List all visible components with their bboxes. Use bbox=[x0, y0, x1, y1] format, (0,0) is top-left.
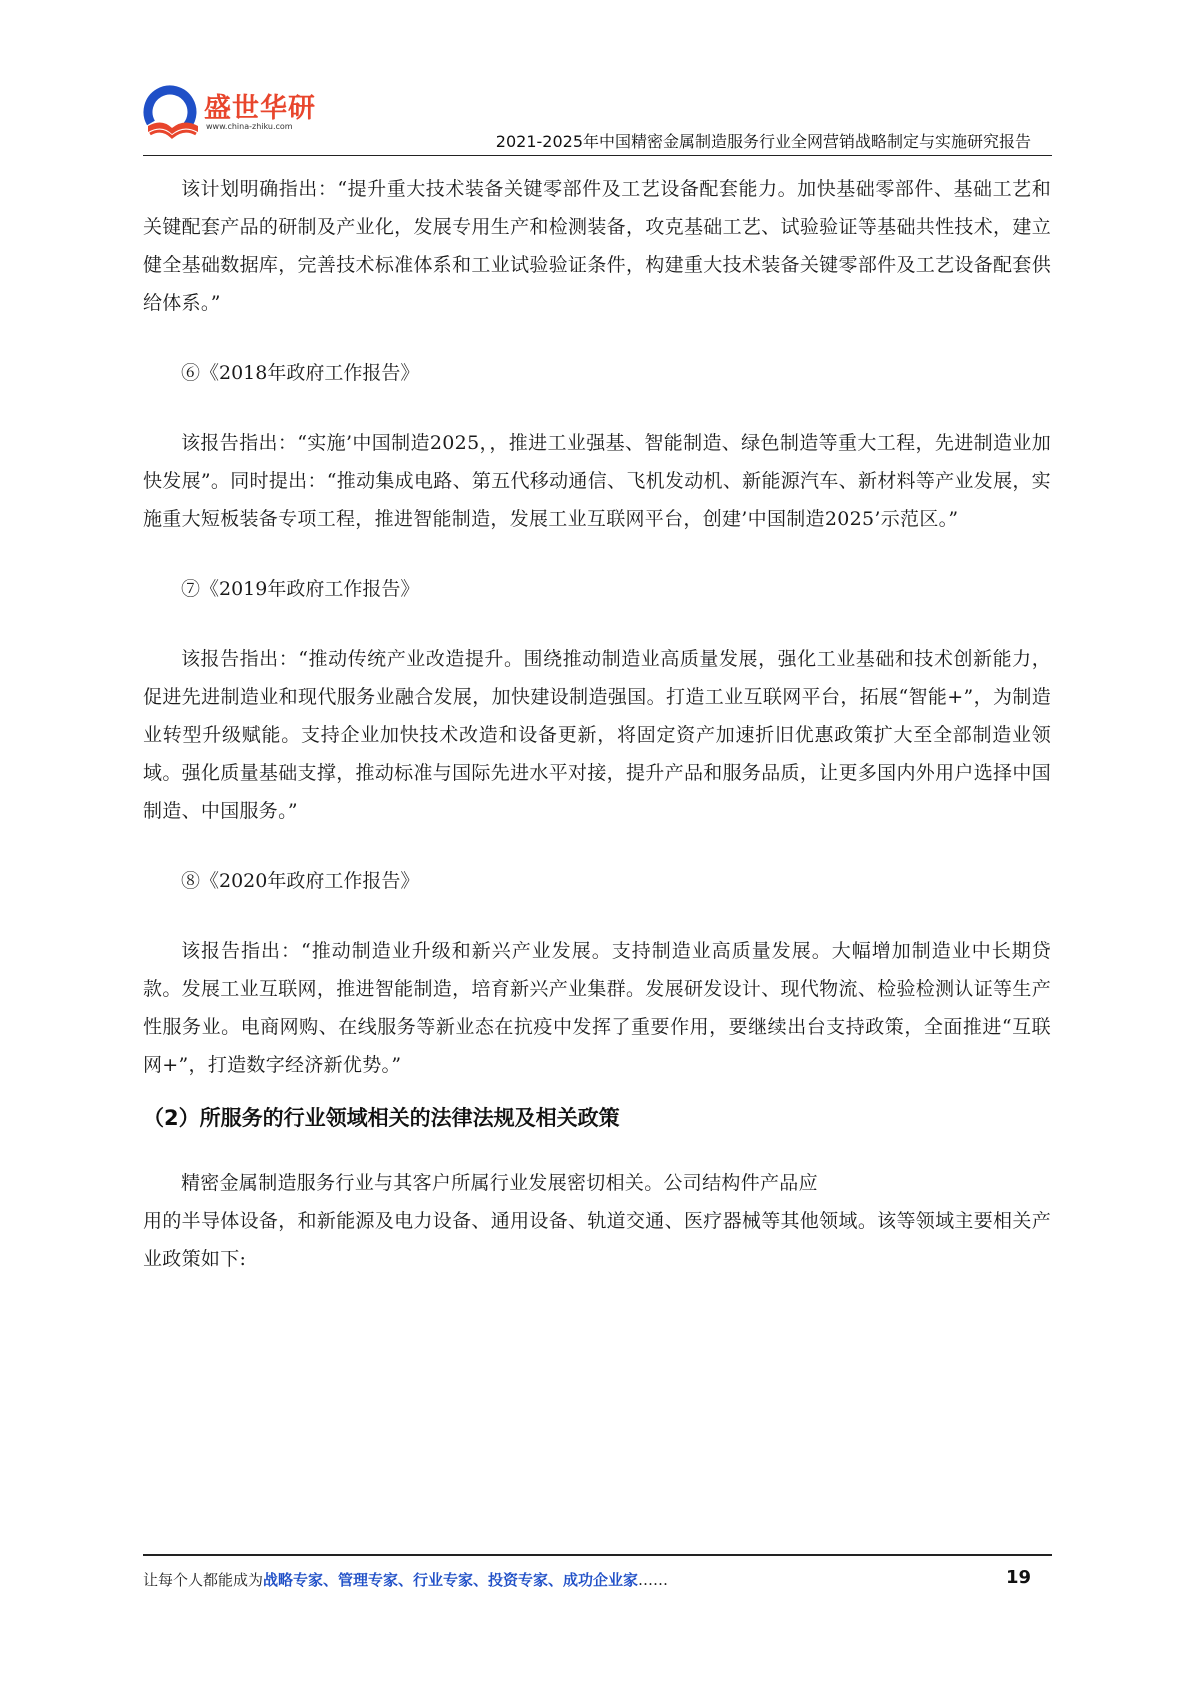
footer-slogan bbox=[143, 1569, 668, 1590]
subheading-2019-report: ⑦《2019年政府工作报告》 bbox=[181, 578, 420, 600]
footer-slogan-suffix: …… bbox=[638, 1571, 669, 1589]
subheading-2018-report: ⑥《2018年政府工作报告》 bbox=[181, 362, 420, 384]
page-header bbox=[0, 0, 1191, 160]
page-number: 19 bbox=[1005, 1567, 1031, 1588]
section-heading-industry-policies: （2）所服务的行业领域相关的法律法规及相关政策 bbox=[143, 1106, 620, 1130]
paragraph-2020-report: 该报告指出：“推动制造业升级和新兴产业发展。支持制造业高质量发展。大幅增加制造业中长期贷款。发展工业互联网，推进智能制造，培育新兴产业集群。发展研发设计、现代物流、检验检测认证等生产性服务业。电商网购、在线服务等新业态在抗疫中发挥了重要作用，要继续出台支持政策，全面推进“互联网+”，打造数字经济新优势。” bbox=[143, 940, 1051, 1076]
subheading-2020-report: ⑧《2020年政府工作报告》 bbox=[181, 870, 420, 892]
header-divider bbox=[143, 155, 1052, 156]
logo-url: www.china-zhiku.com bbox=[206, 122, 293, 131]
company-logo bbox=[140, 82, 316, 146]
logo-book-icon bbox=[140, 82, 204, 146]
footer-divider bbox=[143, 1554, 1052, 1556]
paragraph-2019-report: 该报告指出：“推动传统产业改造提升。围绕推动制造业高质量发展，强化工业基础和技术创新能力，促进先进制造业和现代服务业融合发展，加快建设制造强国。打造工业互联网平台，拓展“智能+”，为制造业转型升级赋能。支持企业加快技术改造和设备更新，将固定资产加速折旧优惠政策扩大至全部制造业领域。强化质量基础支撑，推动标准与国际先进水平对接，提升产品和服务品质，让更多国内外用户选择中国制造、中国服务。” bbox=[143, 648, 1051, 822]
paragraph-plan-quote: 该计划明确指出：“提升重大技术装备关键零部件及工艺设备配套能力。加快基础零部件、基础工艺和关键配套产品的研制及产业化，发展专用生产和检测装备，攻克基础工艺、试验验证等基础共性技术，建立健全基础数据库，完善技术标准体系和工业试验验证条件，构建重大技术装备关键零部件及工艺设备配套供给体系。” bbox=[143, 178, 1051, 314]
logo-text: 盛世华研 bbox=[204, 93, 316, 124]
page-content bbox=[143, 170, 1051, 1278]
paragraph-industry-intro-line1: 精密金属制造服务行业与其客户所属行业发展密切相关。公司结构件产品应 bbox=[181, 1172, 818, 1194]
paragraph-2018-report: 该报告指出：“实施’中国制造2025，，推进工业强基、智能制造、绿色制造等重大工程，先进制造业加快发展”。同时提出：“推动集成电路、第五代移动通信、飞机发动机、新能源汽车、新材料等产业发展，实施重大短板装备专项工程，推进智能制造，发展工业互联网平台，创建’中国制造2025’示范区。” bbox=[143, 432, 1051, 530]
paragraph-industry-intro: 用的半导体设备，和新能源及电力设备、通用设备、轨道交通、医疗器械等其他领域。该等领域主要相关产业政策如下: bbox=[143, 1210, 1051, 1270]
report-title: 2021-2025年中国精密金属制造服务行业全网营销战略制定与实施研究报告 bbox=[495, 132, 1031, 151]
footer-slogan-roles: 战略专家、管理专家、行业专家、投资专家、成功企业家 bbox=[263, 1571, 639, 1589]
footer-slogan-prefix: 让每个人都能成为 bbox=[143, 1571, 264, 1589]
